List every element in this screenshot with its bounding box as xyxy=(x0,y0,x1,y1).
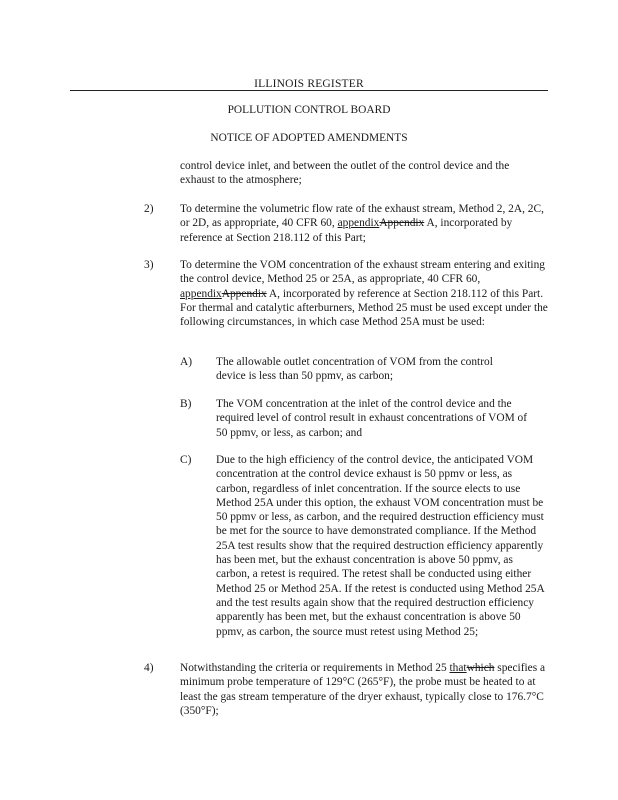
board-name: POLLUTION CONTROL BOARD xyxy=(227,104,391,116)
item-3-paragraph xyxy=(180,258,548,329)
item-3b-paragraph: The VOM concentration at the inlet of the control device and the required level of control result in exhaust concentrations of VOM of 50 ppmv, or less, as carbon; and xyxy=(216,398,528,439)
continuation-paragraph: control device inlet, and between the outlet of the control device and the exhaust to the atmosphere; xyxy=(180,160,510,187)
item-3c-number: C) xyxy=(180,454,192,466)
item-3a-paragraph: The allowable outlet concentration of VOM from the control device is less than 50 ppmv, as carbon; xyxy=(216,356,493,383)
item-3-number: 3) xyxy=(144,259,154,271)
item-3c-paragraph: Due to the high efficiency of the control device, the anticipated VOM concentration at the control device exhaust is 50 ppmv or less, as carbon, regardless of inlet concentration. If the source elects to use Method 25A under this option, the exhaust VOM concentration must be 50 ppmv or less, as carbon, and the required destruction efficiency must be met for the source to have demonstrated compliance. If the Method 25A test results show that the required destruction efficiency apparently has been met, but the exhaust concentration is above 50 ppmv, as carbon, a retest is required. The retest shall be conducted using either Method 25 or Method 25A. If the retest is conducted using Method 25A and the test results again show that the required destruction efficiency apparently has been met, but the exhaust concentration is above 50 ppmv, as carbon, the source must retest using Method 25; xyxy=(216,454,545,638)
item-4-number: 4) xyxy=(144,662,154,674)
item-2-inserted-text: appendix xyxy=(337,217,380,230)
item-3b-number: B) xyxy=(180,398,192,410)
item-4-text-post: specifies a minimum probe temperature of 129°C (265°F), the probe must be heated to at least the gas stream temperature of the dryer exhaust, typically close to 176.7°C (350°F); xyxy=(180,662,546,717)
item-4-deleted-text: which xyxy=(466,662,495,674)
item-4-paragraph xyxy=(180,661,546,718)
item-3-inserted-text: appendix xyxy=(180,287,222,300)
header-rule xyxy=(70,90,548,91)
register-title: ILLINOIS REGISTER xyxy=(254,78,364,90)
item-3a-number: A) xyxy=(180,356,193,368)
item-2-number: 2) xyxy=(144,203,154,215)
item-3-text-pre: To determine the VOM concentration of the exhaust stream entering and exiting the control device, Method 25 or 25A, as appropriate, 40 CFR 60, xyxy=(180,259,545,286)
item-2-paragraph xyxy=(180,202,548,245)
item-4-text-pre: Notwithstanding the criteria or requirements in Method 25 xyxy=(180,662,450,674)
item-2-text-post: A, incorporated by reference at Section 218.112 of this Part; xyxy=(180,217,513,244)
item-2-deleted-text: Appendix xyxy=(379,217,425,230)
notice-title: NOTICE OF ADOPTED AMENDMENTS xyxy=(210,132,408,144)
item-4-inserted-text: that xyxy=(449,662,467,674)
item-3-text-post: A, incorporated by reference at Section 218.112 of this Part. For thermal and catalytic afterburners, Method 25 must be used except under the following circumstances, in which case Method 25A must be used: xyxy=(180,287,548,329)
item-3-deleted-text: Appendix xyxy=(221,287,267,300)
item-2-text-pre: To determine the volumetric flow rate of the exhaust stream, Method 2, 2A, 2C, or 2D, as appropriate, 40 CFR 60, xyxy=(180,203,544,230)
